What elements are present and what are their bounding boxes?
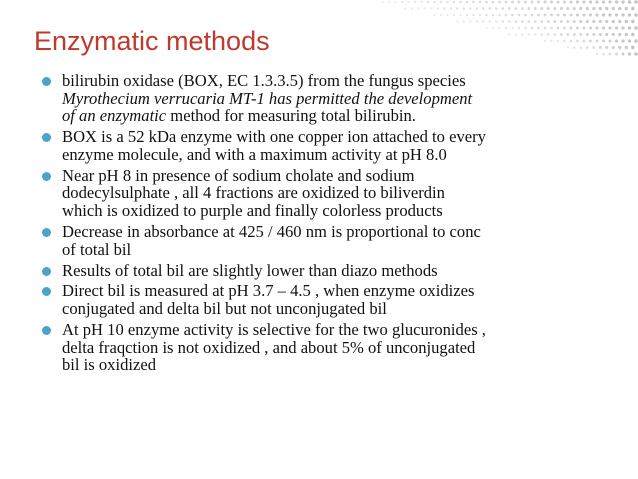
bullet-text: of an enzymatic [62, 106, 167, 126]
decorative-dot [634, 52, 637, 55]
decorative-dot [505, 14, 508, 17]
bullet-dot-icon [42, 228, 51, 237]
bullet-text: bil is oxidized [62, 355, 157, 375]
decorative-dot [479, 1, 482, 4]
decorative-dot [596, 40, 599, 43]
bullet-line [62, 146, 602, 164]
decorative-dot [469, 20, 471, 22]
decorative-dot [544, 40, 546, 42]
decorative-dot [618, 20, 621, 23]
bullet-line [62, 262, 602, 280]
bullet-line [62, 72, 602, 90]
decorative-dot [437, 7, 439, 9]
decorative-dot [618, 33, 621, 36]
decorative-dot [528, 33, 530, 35]
decorative-dot [521, 20, 524, 23]
decorative-dot [580, 46, 583, 49]
bullet-text: enzyme molecule, and with a maximum activity at pH 8.0 [62, 144, 447, 164]
bullet-text: Direct bil is measured at pH 3.7 – 4.5 , when enzyme oxidizes [62, 281, 475, 301]
decorative-dot [566, 7, 569, 10]
decorative-dot [560, 20, 563, 23]
decorative-dot [602, 26, 605, 29]
decorative-dot [440, 1, 443, 4]
decorative-dot [582, 0, 585, 3]
decorative-dot [508, 20, 511, 23]
decorative-dot [560, 33, 563, 36]
decorative-dot [605, 20, 608, 23]
decorative-dot [609, 53, 612, 56]
decorative-dot [411, 7, 413, 9]
decorative-dot [625, 46, 628, 49]
decorative-dot [475, 7, 478, 10]
decorative-dot [631, 7, 634, 10]
decorative-dot [634, 39, 637, 42]
decorative-dot [514, 7, 517, 10]
decorative-dot [621, 26, 624, 29]
bullet-line [62, 300, 602, 318]
decorative-dot [446, 14, 448, 16]
decorative-dot [625, 7, 628, 10]
decorative-dot [576, 27, 579, 30]
decorative-dot [579, 7, 582, 10]
decorative-dot [534, 20, 537, 23]
decorative-dot [595, 13, 598, 16]
decorative-dot [599, 33, 602, 36]
decorative-dot [628, 52, 631, 55]
decorative-dot [511, 14, 514, 17]
bullet-text: of total bil [62, 239, 132, 259]
decorative-dot [485, 1, 488, 4]
decorative-dot [605, 33, 608, 36]
decorative-dot [518, 14, 521, 17]
decorative-dot [541, 33, 544, 36]
decorative-dot [621, 0, 624, 3]
decorative-dot [381, 1, 383, 3]
decorative-dot [514, 20, 517, 23]
decorative-dot [599, 46, 602, 49]
decorative-dot [550, 27, 553, 30]
decorative-dot [615, 0, 618, 3]
decorative-dot [634, 0, 637, 3]
decorative-dot [495, 7, 498, 10]
decorative-dot [634, 13, 637, 16]
decorative-dot [563, 14, 566, 17]
decorative-dot [569, 13, 572, 16]
decorative-dot [485, 14, 488, 17]
decorative-dot [608, 0, 611, 3]
decorative-dot [579, 20, 582, 23]
bullet-line [62, 321, 602, 339]
decorative-dot [521, 33, 523, 35]
decorative-dot [463, 7, 466, 10]
decorative-dot [502, 20, 505, 23]
decorative-dot [492, 27, 494, 29]
bullet-text: dodecylsulphate , all 4 fractions are oxidized to biliverdin [62, 183, 445, 203]
decorative-dot [586, 46, 589, 49]
decorative-dot [433, 14, 435, 16]
decorative-dot [488, 7, 491, 10]
bullet-item [42, 282, 602, 317]
decorative-dot [479, 14, 482, 17]
decorative-dot [521, 7, 524, 10]
decorative-dot [492, 1, 495, 4]
decorative-dot [621, 13, 624, 16]
decorative-dot [508, 7, 511, 10]
decorative-dot [459, 14, 461, 16]
decorative-dot [540, 7, 543, 10]
decorative-dot [566, 20, 569, 23]
corner-dot-pattern [378, 0, 638, 60]
decorative-dot [589, 26, 592, 29]
decorative-dot [612, 7, 615, 10]
decorative-dot [553, 7, 556, 10]
decorative-dot [472, 1, 475, 4]
decorative-dot [466, 1, 469, 4]
decorative-dot [498, 1, 501, 4]
decorative-dot [557, 14, 560, 17]
decorative-dot [570, 27, 573, 30]
decorative-dot [547, 33, 550, 36]
decorative-dot [518, 1, 521, 4]
decorative-dot [583, 27, 586, 30]
bullet-text: delta fraqction is not oxidized , and about 5% of unconjugated [62, 337, 476, 357]
decorative-dot [631, 46, 634, 49]
bullet-line [62, 128, 602, 146]
decorative-dot [576, 13, 579, 16]
decorative-dot [401, 1, 403, 3]
decorative-dot [430, 7, 432, 9]
decorative-dot [472, 14, 474, 16]
decorative-dot [404, 7, 406, 9]
decorative-dot [612, 33, 615, 36]
bullet-line [62, 241, 602, 259]
bullet-line [62, 167, 602, 185]
decorative-dot [634, 26, 637, 29]
decorative-dot [537, 27, 540, 30]
decorative-dot [602, 13, 605, 16]
decorative-dot [625, 20, 628, 23]
decorative-dot [524, 27, 527, 30]
bullet-item [42, 72, 602, 125]
decorative-dot [582, 13, 585, 16]
decorative-dot [456, 7, 459, 10]
bullet-text: conjugated and delta bil but not unconjugated bil [62, 299, 387, 319]
decorative-dot [602, 39, 605, 42]
bullet-dot-icon [42, 77, 51, 86]
decorative-dot [631, 33, 634, 36]
decorative-dot [489, 20, 491, 22]
decorative-dot [595, 26, 598, 29]
bullet-text: method for measuring total bilirubin. [166, 106, 416, 126]
decorative-dot [534, 7, 537, 10]
bullet-line [62, 223, 602, 241]
decorative-dot [469, 7, 472, 10]
decorative-dot [589, 0, 592, 3]
decorative-dot [537, 14, 540, 17]
decorative-dot [589, 13, 592, 16]
bullet-item [42, 128, 602, 163]
decorative-dot [615, 53, 618, 56]
slide-title: Enzymatic methods [34, 26, 270, 56]
bullet-line [62, 107, 602, 125]
decorative-dot [531, 1, 534, 4]
bullet-line [62, 202, 602, 220]
bullet-line [62, 184, 602, 202]
decorative-dot [443, 7, 445, 9]
decorative-dot [550, 14, 553, 17]
decorative-dot [518, 27, 521, 30]
decorative-dot [605, 46, 608, 49]
decorative-dot [501, 7, 504, 10]
decorative-dot [476, 20, 478, 22]
bullet-text: which is oxidized to purple and finally colorless products [62, 200, 443, 220]
decorative-dot [583, 40, 586, 43]
decorative-dot [492, 14, 495, 17]
decorative-dot [511, 27, 513, 29]
decorative-dot [534, 33, 537, 36]
bullet-text: Near pH 8 in presence of sodium cholate and sodium [62, 165, 415, 185]
decorative-dot [424, 7, 426, 9]
decorative-dot [540, 20, 543, 23]
decorative-dot [615, 13, 618, 16]
decorative-dot [505, 27, 507, 29]
bullet-line [62, 339, 602, 357]
decorative-dot [596, 53, 598, 55]
bullet-text: Myrothecium verrucaria MT-1 has permitted the development [62, 88, 473, 108]
decorative-dot [453, 1, 456, 4]
decorative-dot [563, 27, 566, 30]
decorative-dot [573, 20, 576, 23]
bullet-line [62, 356, 602, 374]
decorative-dot [544, 27, 547, 30]
decorative-dot [618, 46, 621, 49]
bullet-dot-icon [42, 267, 51, 276]
decorative-dot [456, 20, 458, 22]
decorative-dot [482, 20, 484, 22]
decorative-dot [586, 20, 589, 23]
decorative-dot [592, 46, 595, 49]
decorative-dot [608, 13, 611, 16]
decorative-dot [531, 14, 534, 17]
decorative-dot [563, 0, 566, 3]
bullet-dot-icon [42, 172, 51, 181]
decorative-dot [547, 20, 550, 23]
bullet-dot-icon [42, 326, 51, 335]
decorative-dot [550, 40, 552, 42]
decorative-dot [608, 26, 611, 29]
bullet-line [62, 90, 602, 108]
bullet-text: BOX is a 52 kDa enzyme with one copper ion attached to every [62, 127, 486, 147]
decorative-dot [573, 46, 575, 48]
decorative-dot [463, 20, 465, 22]
decorative-dot [628, 0, 631, 3]
decorative-dot [524, 1, 527, 4]
decorative-dot [628, 39, 631, 42]
decorative-dot [527, 20, 530, 23]
decorative-dot [612, 20, 615, 23]
decorative-dot [556, 0, 559, 3]
decorative-dot [595, 0, 598, 3]
decorative-dot [589, 40, 592, 43]
decorative-dot [511, 1, 514, 4]
decorative-dot [586, 33, 589, 36]
decorative-dot [427, 1, 429, 3]
decorative-dot [527, 7, 530, 10]
decorative-dot [621, 52, 624, 55]
decorative-dot [485, 27, 487, 29]
bullet-item [42, 167, 602, 220]
decorative-dot [621, 39, 624, 42]
decorative-dot [417, 7, 419, 9]
bullet-item [42, 262, 602, 280]
decorative-dot [459, 1, 462, 4]
bullet-line [62, 282, 602, 300]
decorative-dot [573, 33, 576, 36]
decorative-dot [531, 27, 534, 30]
decorative-dot [631, 20, 634, 23]
decorative-dot [599, 20, 602, 23]
decorative-dot [615, 26, 618, 29]
decorative-dot [553, 20, 556, 23]
decorative-dot [466, 14, 468, 16]
decorative-dot [605, 7, 608, 10]
decorative-dot [407, 1, 409, 3]
decorative-dot [557, 40, 559, 42]
decorative-dot [414, 1, 416, 3]
decorative-dot [592, 33, 595, 36]
decorative-dot [544, 1, 547, 4]
decorative-dot [524, 14, 527, 17]
decorative-dot [420, 1, 422, 3]
bullet-text: Results of total bil are slightly lower than diazo methods [62, 260, 438, 280]
decorative-dot [570, 40, 573, 43]
decorative-dot [592, 7, 595, 10]
bullet-text: At pH 10 enzyme activity is selective for the two glucuronides , [62, 320, 486, 340]
decorative-dot [602, 53, 605, 56]
decorative-dot [618, 7, 621, 10]
bullet-list [42, 72, 602, 377]
decorative-dot [592, 20, 595, 23]
decorative-dot [599, 7, 602, 10]
decorative-dot [560, 7, 563, 10]
bullet-dot-icon [42, 287, 51, 296]
decorative-dot [576, 40, 579, 43]
decorative-dot [537, 1, 540, 4]
bullet-item [42, 223, 602, 258]
decorative-dot [547, 7, 550, 10]
decorative-dot [566, 33, 569, 36]
decorative-dot [628, 26, 631, 29]
decorative-dot [550, 0, 553, 3]
decorative-dot [612, 46, 615, 49]
bullet-item [42, 321, 602, 374]
decorative-dot [579, 33, 582, 36]
decorative-dot [573, 7, 576, 10]
bullet-dot-icon [42, 133, 51, 142]
decorative-dot [440, 14, 442, 16]
decorative-dot [563, 40, 566, 43]
decorative-dot [515, 33, 517, 35]
decorative-dot [602, 0, 605, 3]
decorative-dot [394, 1, 396, 3]
decorative-dot [508, 33, 510, 35]
decorative-dot [567, 46, 569, 48]
decorative-dot [586, 7, 589, 10]
decorative-dot [433, 1, 436, 4]
decorative-dot [450, 7, 452, 9]
bullet-text: Decrease in absorbance at 425 / 460 nm is proportional to conc [62, 221, 481, 241]
decorative-dot [544, 14, 547, 17]
decorative-dot [615, 39, 618, 42]
decorative-dot [553, 33, 556, 36]
decorative-dot [453, 14, 455, 16]
bullet-text: bilirubin oxidase (BOX, EC 1.3.3.5) from the fungus species [62, 71, 466, 90]
decorative-dot [446, 1, 449, 4]
decorative-dot [388, 1, 390, 3]
decorative-dot [625, 33, 628, 36]
decorative-dot [495, 20, 498, 23]
decorative-dot [498, 27, 500, 29]
decorative-dot [557, 27, 560, 30]
decorative-dot [498, 14, 501, 17]
decorative-dot [608, 39, 611, 42]
decorative-dot [482, 7, 485, 10]
decorative-dot [505, 1, 508, 4]
decorative-dot [628, 13, 631, 16]
decorative-dot [576, 0, 579, 3]
decorative-dot [569, 0, 572, 3]
